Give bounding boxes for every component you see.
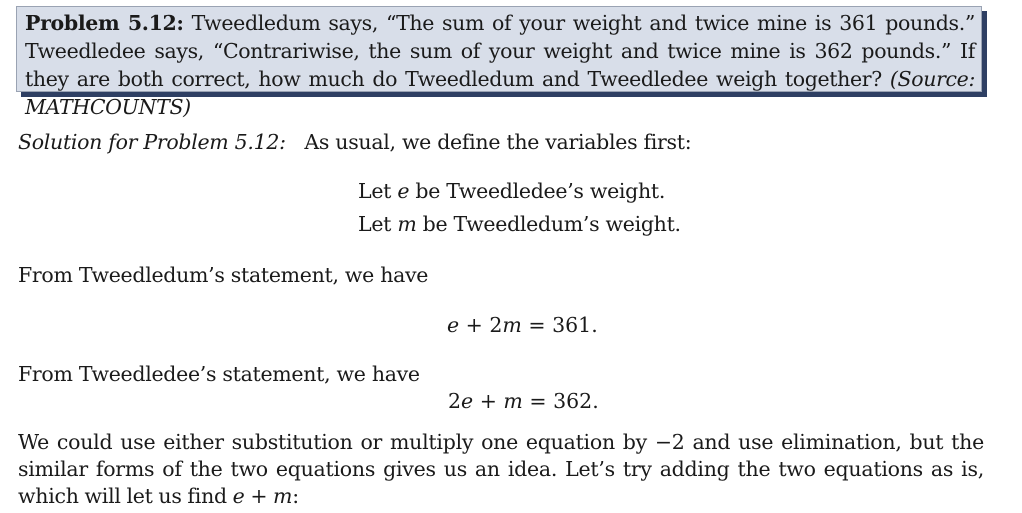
eq1-plus-2: + 2 — [459, 313, 503, 337]
problem-label: Problem 5.12: — [25, 11, 184, 35]
problem-source: (Source: MATHCOUNTS) — [25, 67, 975, 119]
solution-label: Solution for Problem 5.12: — [18, 130, 286, 154]
eq1-rest: = 361. — [521, 313, 598, 337]
final-colon: : — [292, 484, 299, 508]
eq1-m: m — [502, 313, 522, 337]
problem-text: Tweedledum says, “The sum of your weight and twice mine is 361 pounds.” Tweedledee says, “Contrariwise, the sum of your weight and twice mine is 362 pounds.” If they are both correct, how much do Tweedledum and Tweedledee weigh together? — [25, 11, 975, 91]
equation-2 — [448, 389, 599, 413]
eq2-m: m — [503, 389, 523, 413]
eq2-plus: + — [473, 389, 504, 413]
statement-tweedledee: From Tweedledee’s statement, we have — [18, 362, 420, 386]
eq2-rest: = 362. — [522, 389, 599, 413]
equation-1 — [447, 313, 598, 337]
var-e-after: be Tweedledee’s weight. — [409, 179, 666, 203]
var-m-after: be Tweedledum’s weight. — [416, 212, 681, 236]
final-e: e — [232, 484, 245, 508]
var-m-before: Let — [358, 212, 398, 236]
eq1-e: e — [447, 313, 460, 337]
variable-definition-m — [358, 212, 681, 236]
solution-intro-text: As usual, we define the variables first: — [304, 130, 692, 154]
solution-intro — [18, 130, 691, 154]
var-m-symbol: m — [397, 212, 417, 236]
var-e-before: Let — [358, 179, 398, 203]
variable-definition-e — [358, 179, 665, 203]
eq2-coef: 2 — [448, 389, 462, 413]
var-e-symbol: e — [397, 179, 410, 203]
final-text: We could use either substitution or multiply one equation by −2 and use elimination, but the similar forms of the two equations gives us an idea. Let’s try adding the two equations as is, which will let us find — [18, 430, 984, 508]
final-plus: + — [244, 484, 274, 508]
final-paragraph — [18, 429, 984, 510]
final-m: m — [273, 484, 293, 508]
problem-box — [16, 6, 982, 119]
eq2-e: e — [461, 389, 474, 413]
statement-tweedledum: From Tweedledum’s statement, we have — [18, 263, 429, 287]
